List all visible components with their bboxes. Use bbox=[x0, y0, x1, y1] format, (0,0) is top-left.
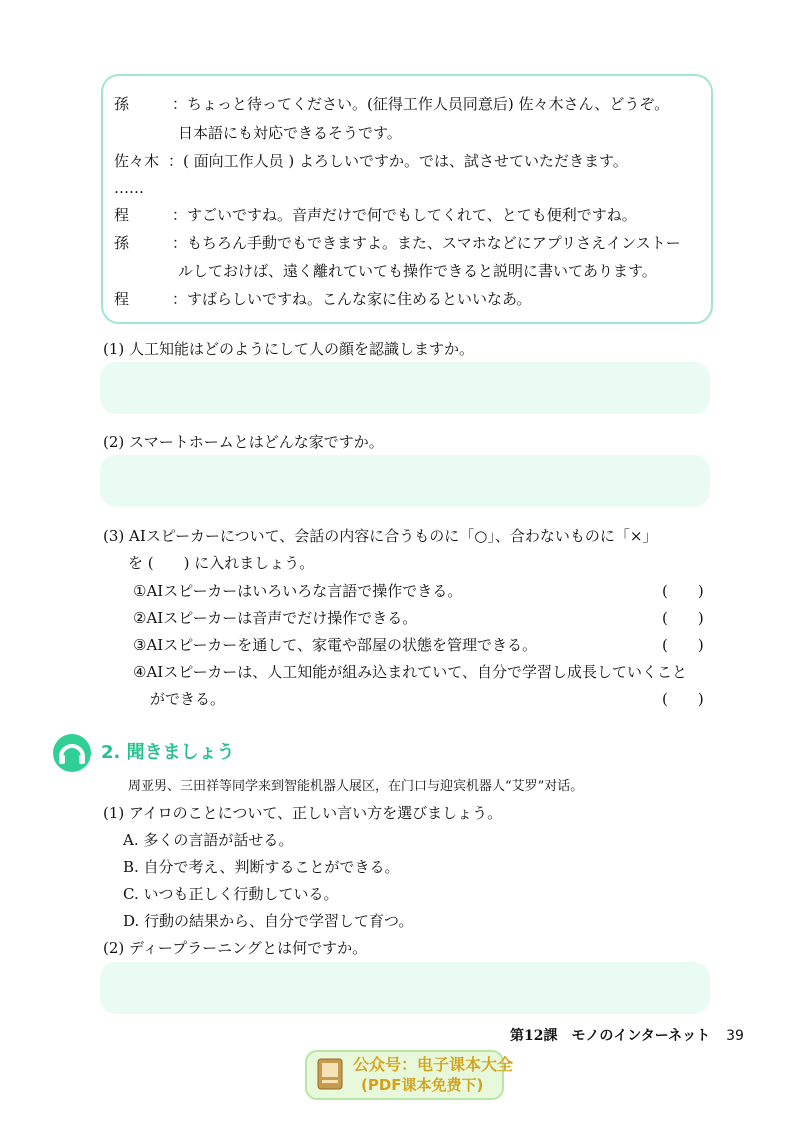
speaker-name: 程 bbox=[114, 290, 130, 308]
option-4: ④AIスピーカーは、人工知能が組み込まれていて、自分で学習し成長していくこと bbox=[133, 663, 688, 681]
speaker-name: 孫 bbox=[114, 95, 130, 113]
question-3-cont: を ( ) に入れましょう。 bbox=[128, 554, 315, 572]
answer-paren-4[interactable]: ( ) bbox=[662, 690, 704, 708]
answer-paren-3[interactable]: ( ) bbox=[662, 636, 704, 654]
dialog-text: ：すばらしいですね。こんな家に住めるといいなあ。 bbox=[172, 290, 532, 308]
choice-c: C. いつも正しく行動している。 bbox=[123, 885, 339, 903]
book-icon bbox=[317, 1058, 343, 1090]
question-2: (2) スマートホームとはどんな家ですか。 bbox=[103, 433, 384, 451]
dialog-text: ：ちょっと待ってください。(征得工作人员同意后) 佐々木さん、どうぞ。 bbox=[172, 95, 670, 113]
watermark-line-1: 公众号：电子课本大全 bbox=[353, 1055, 514, 1074]
dialog-line-6 bbox=[114, 233, 681, 253]
listening-question-1: (1) アイロのことについて、正しい言い方を選びましょう。 bbox=[103, 804, 503, 822]
dialog-line-5 bbox=[114, 205, 637, 225]
section-title: 2. 聞きましょう bbox=[101, 742, 235, 763]
question-1: (1) 人工知能はどのようにして人の顔を認識しますか。 bbox=[103, 340, 475, 358]
page-footer bbox=[510, 1027, 744, 1045]
dialog-text: ：すごいですね。音声だけで何でもしてくれて、とても便利ですね。 bbox=[172, 206, 637, 224]
watermark-line-2: (PDF课本免费下) bbox=[361, 1076, 484, 1094]
answer-box-2[interactable] bbox=[100, 455, 710, 507]
headphones-icon bbox=[52, 733, 92, 773]
dialog-line-1 bbox=[114, 94, 669, 114]
answer-paren-1[interactable]: ( ) bbox=[662, 582, 704, 600]
dialog-line-2 bbox=[178, 123, 402, 143]
listening-question-2: (2) ディープラーニングとは何ですか。 bbox=[103, 939, 368, 957]
answer-paren-2[interactable]: ( ) bbox=[662, 609, 704, 627]
page-number: 39 bbox=[726, 1028, 744, 1044]
speaker-name: 佐々木 bbox=[114, 152, 160, 170]
watermark-stamp bbox=[305, 1050, 514, 1100]
choice-b: B. 自分で考え、判断することができる。 bbox=[123, 858, 400, 876]
choice-a: A. 多くの言語が話せる。 bbox=[123, 831, 294, 849]
dialog-text: ルしておけば、遠く離れていても操作できると説明に書いてあります。 bbox=[178, 262, 657, 280]
dialog-line-7 bbox=[178, 261, 657, 281]
option-2: ②AIスピーカーは音声でだけ操作できる。 bbox=[133, 609, 418, 627]
lesson-title: 第12課 モノのインターネット bbox=[510, 1028, 711, 1044]
dialog-line-4 bbox=[114, 178, 144, 198]
question-3: (3) AIスピーカーについて、会話の内容に合うものに「○」、合わないものに「×」 bbox=[103, 527, 658, 545]
dialog-text: ：( 面向工作人员 ) よろしいですか。では、試させていただきます。 bbox=[168, 152, 628, 170]
option-1: ①AIスピーカーはいろいろな言語で操作できる。 bbox=[133, 582, 463, 600]
section-intro: 周亚男、三田祥等同学来到智能机器人展区，在门口与迎宾机器人“艾罗”对话。 bbox=[128, 779, 584, 794]
dialog-text: 日本語にも対応できるそうです。 bbox=[178, 124, 402, 142]
dialog-line-3 bbox=[114, 151, 628, 171]
dialog-ellipsis: …… bbox=[114, 179, 144, 197]
option-3: ③AIスピーカーを通して、家電や部屋の状態を管理できる。 bbox=[133, 636, 538, 654]
answer-box-1[interactable] bbox=[100, 362, 710, 414]
dialog-line-8 bbox=[114, 289, 531, 309]
dialog-text: ：もちろん手動でもできますよ。また、スマホなどにアプリさえインストー bbox=[172, 234, 681, 252]
option-4-cont: ができる。 bbox=[150, 690, 226, 708]
choice-d: D. 行動の結果から、自分で学習して育つ。 bbox=[123, 912, 414, 930]
speaker-name: 孫 bbox=[114, 234, 130, 252]
speaker-name: 程 bbox=[114, 206, 130, 224]
answer-box-3[interactable] bbox=[100, 962, 710, 1014]
